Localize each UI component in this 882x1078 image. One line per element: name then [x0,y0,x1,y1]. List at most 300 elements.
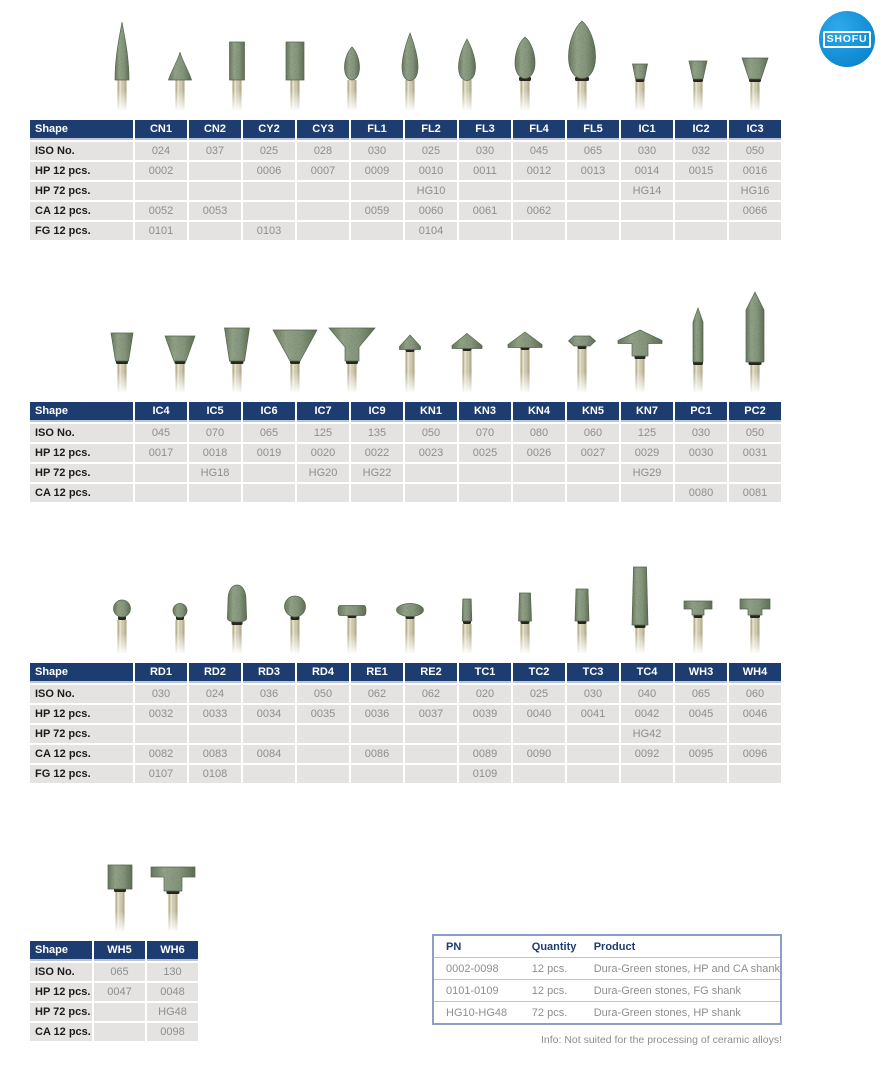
shape-col-RD1: RD1 [135,663,187,683]
shape-col-FL4: FL4 [513,120,565,140]
pn-cell [513,484,565,502]
stone-FL5 [555,0,609,116]
pn-cell [135,484,187,502]
shape-col-KN7: KN7 [621,402,673,422]
pn-cell: 0010 [405,162,457,180]
pn-value-cell: 0101-0109 [434,980,520,1002]
pn-cell [405,745,457,763]
pn-cell: 0025 [459,444,511,462]
pn-cell [405,464,457,482]
stone-RD4 [268,539,322,659]
row-label: CA 12 pcs. [30,484,133,502]
pn-cell: 0089 [459,745,511,763]
row-label: CA 12 pcs. [30,745,133,763]
shape-col-PC1: PC1 [675,402,727,422]
stone-IC9 [325,278,379,398]
pn-cell [567,484,619,502]
pn-cell: 0086 [351,745,403,763]
stone-IC5 [153,278,207,398]
pn-cell: HG29 [621,464,673,482]
pn-cell: 0009 [351,162,403,180]
pn-cell: 0061 [459,202,511,220]
table-row [30,162,781,180]
pn-cell: 025 [243,142,295,160]
pn-cell [621,765,673,783]
pn-row [434,980,780,1002]
table-row [30,1023,198,1041]
pn-cell: 0033 [189,705,241,723]
stone-WH3 [671,539,725,659]
pn-cell: 020 [459,685,511,703]
stone-KN7 [613,278,667,398]
pn-cell: 024 [189,685,241,703]
pn-cell: 0011 [459,162,511,180]
pn-cell [189,725,241,743]
pn-cell: 0034 [243,705,295,723]
shape-col-FL1: FL1 [351,120,403,140]
pn-cell: 0066 [729,202,781,220]
pn-cell [729,464,781,482]
shape-col-FL3: FL3 [459,120,511,140]
table-row [30,765,781,783]
pn-cell [729,222,781,240]
pn-cell: 0095 [675,745,727,763]
pn-value-cell: Dura-Green stones, HP shank [582,1002,780,1024]
pn-cell: 0030 [675,444,727,462]
pn-cell: 070 [189,424,241,442]
pn-cell: HG18 [189,464,241,482]
pn-cell: 050 [297,685,349,703]
stone-RD3 [210,539,264,659]
row-label: HP 12 pcs. [30,705,133,723]
pn-cell [189,484,241,502]
shape-col-CN2: CN2 [189,120,241,140]
shape-col-RD4: RD4 [297,663,349,683]
pn-cell [621,202,673,220]
pn-cell [459,725,511,743]
pn-cell: 025 [513,685,565,703]
stone-IC7 [268,278,322,398]
pn-cell: 0020 [297,444,349,462]
row-label: HP 72 pcs. [30,464,133,482]
pn-cell: 0037 [405,705,457,723]
shape-col-WH4: WH4 [729,663,781,683]
stone-KN5 [555,278,609,398]
row-label: HP 12 pcs. [30,983,92,1001]
stone-TC2 [498,539,552,659]
row-label: CA 12 pcs. [30,1023,92,1041]
pn-cell [513,222,565,240]
shape-col-RE1: RE1 [351,663,403,683]
product-table-4 [28,939,200,1043]
pn-cell: 032 [675,142,727,160]
pn-cell: 135 [351,424,403,442]
pn-cell [243,202,295,220]
pn-cell: 030 [351,142,403,160]
pn-cell: 0036 [351,705,403,723]
pn-cell: 0039 [459,705,511,723]
pn-cell [243,765,295,783]
pn-cell: 030 [621,142,673,160]
pn-cell: 062 [351,685,403,703]
pn-cell: HG16 [729,182,781,200]
shape-col-IC9: IC9 [351,402,403,422]
row-label: FG 12 pcs. [30,765,133,783]
row-label: ISO No. [30,142,133,160]
row-label: ISO No. [30,424,133,442]
table-row [30,1003,198,1021]
pn-cell: 040 [621,685,673,703]
stone-IC4 [95,278,149,398]
pn-cell: 080 [513,424,565,442]
stone-IC6 [210,278,264,398]
pn-header-cell: Product [593,940,636,953]
pn-cell [405,484,457,502]
pn-cell [351,182,403,200]
table-row [30,222,781,240]
shape-col-TC1: TC1 [459,663,511,683]
pn-value-cell: HG10-HG48 [434,1002,520,1024]
pn-cell: 0060 [405,202,457,220]
shape-col-WH6: WH6 [147,941,198,961]
shape-col-IC1: IC1 [621,120,673,140]
pn-cell: 037 [189,142,241,160]
shape-col-RD3: RD3 [243,663,295,683]
pn-cell: 0062 [513,202,565,220]
pn-header-cell: Quantity [531,940,577,953]
table-row [30,705,781,723]
pn-cell: 0026 [513,444,565,462]
row-label: HP 12 pcs. [30,162,133,180]
pn-cell: 062 [405,685,457,703]
stone-TC1 [440,539,494,659]
pn-cell [405,725,457,743]
pn-cell [189,222,241,240]
pn-cell [675,222,727,240]
pn-cell: 0090 [513,745,565,763]
pn-cell: 045 [513,142,565,160]
pn-cell: HG48 [147,1003,198,1021]
pn-cell: HG22 [351,464,403,482]
stone-TC4 [613,539,667,659]
pn-cell [94,1003,145,1021]
pn-cell: 070 [459,424,511,442]
pn-cell: 0103 [243,222,295,240]
pn-header-row [434,936,780,958]
pn-cell [243,484,295,502]
table-row [30,182,781,200]
pn-cell [297,182,349,200]
shape-col-TC2: TC2 [513,663,565,683]
stone-IC3 [728,0,782,116]
pn-cell: 0042 [621,705,673,723]
pn-cell [675,464,727,482]
stone-CN2 [153,0,207,116]
shape-header: Shape [30,402,133,422]
pn-cell: 030 [675,424,727,442]
stone-RD1 [95,539,149,659]
stone-CY3 [268,0,322,116]
stone-FL4 [498,0,552,116]
stone-TC3 [555,539,609,659]
shape-col-KN3: KN3 [459,402,511,422]
pn-cell: 0040 [513,705,565,723]
stone-WH5 [93,817,147,937]
pn-cell [729,725,781,743]
pn-cell: 0006 [243,162,295,180]
shape-header: Shape [30,120,133,140]
shape-col-TC3: TC3 [567,663,619,683]
pn-cell: 0016 [729,162,781,180]
pn-cell: 0007 [297,162,349,180]
pn-cell [243,464,295,482]
pn-cell: 045 [135,424,187,442]
pn-cell [675,725,727,743]
row-label: ISO No. [30,685,133,703]
pn-cell: 0018 [189,444,241,462]
shape-col-IC3: IC3 [729,120,781,140]
shofu-logo-text: SHOFU [823,31,872,48]
pn-cell [189,182,241,200]
pn-cell: HG20 [297,464,349,482]
pn-cell: 0083 [189,745,241,763]
shape-header: Shape [30,663,133,683]
pn-cell: 0029 [621,444,673,462]
pn-cell: 0108 [189,765,241,783]
product-table-2 [28,400,783,504]
pn-cell [567,745,619,763]
pn-cell: 125 [297,424,349,442]
pn-value-cell: Dura-Green stones, FG shank [582,980,780,1002]
pn-cell [135,182,187,200]
stone-RE1 [325,539,379,659]
pn-cell: 0031 [729,444,781,462]
pn-cell: 050 [405,424,457,442]
pn-cell: 030 [135,685,187,703]
table-row [30,685,781,703]
pn-cell [675,765,727,783]
row-label: CA 12 pcs. [30,202,133,220]
pn-cell [675,182,727,200]
stone-FL2 [383,0,437,116]
pn-cell [459,182,511,200]
stone-IC2 [671,0,725,116]
shape-col-IC6: IC6 [243,402,295,422]
pn-cell: 0082 [135,745,187,763]
shape-header: Shape [30,941,92,961]
row-label: ISO No. [30,963,92,981]
pn-cell [351,484,403,502]
pn-cell: 0015 [675,162,727,180]
pn-cell: 060 [567,424,619,442]
row-label: HP 72 pcs. [30,725,133,743]
pn-cell: 0017 [135,444,187,462]
shape-col-CN1: CN1 [135,120,187,140]
pn-cell [513,725,565,743]
pn-cell: 024 [135,142,187,160]
pn-cell [567,222,619,240]
stone-KN1 [383,278,437,398]
pn-cell [189,162,241,180]
table-row [30,725,781,743]
product-table-1 [28,118,783,242]
table-row [30,444,781,462]
stone-IC1 [613,0,667,116]
stone-CN1 [95,0,149,116]
shape-col-KN4: KN4 [513,402,565,422]
shape-col-PC2: PC2 [729,402,781,422]
pn-cell [513,765,565,783]
pn-cell: 0048 [147,983,198,1001]
pn-cell: 050 [729,424,781,442]
info-note: Info: Not suited for the processing of ceramic alloys! [540,1034,782,1046]
pn-cell [243,182,295,200]
pn-value-cell: 72 pcs. [520,1002,582,1024]
pn-row [434,1002,780,1024]
pn-cell [351,765,403,783]
stone-WH6 [146,817,200,937]
stone-RE2 [383,539,437,659]
pn-cell: 0027 [567,444,619,462]
pn-cell: 0047 [94,983,145,1001]
shape-col-RE2: RE2 [405,663,457,683]
shape-col-IC5: IC5 [189,402,241,422]
table-row [30,142,781,160]
shape-col-IC2: IC2 [675,120,727,140]
pn-row [434,958,780,980]
pn-cell: 036 [243,685,295,703]
table-row [30,464,781,482]
pn-cell [297,765,349,783]
pn-cell [243,725,295,743]
pn-cell [567,182,619,200]
pn-cell [567,202,619,220]
pn-cell: 0109 [459,765,511,783]
pn-value-cell: 0002-0098 [434,958,520,980]
pn-cell: 0045 [675,705,727,723]
pn-cell [513,464,565,482]
stone-WH4 [728,539,782,659]
shape-col-IC7: IC7 [297,402,349,422]
pn-cell: 0092 [621,745,673,763]
stone-FL3 [440,0,494,116]
pn-cell [459,464,511,482]
pn-cell: 0046 [729,705,781,723]
shape-col-IC4: IC4 [135,402,187,422]
pn-cell: HG42 [621,725,673,743]
pn-cell: 0084 [243,745,295,763]
pn-cell [459,222,511,240]
pn-cell: 065 [675,685,727,703]
shape-col-TC4: TC4 [621,663,673,683]
row-label: HP 72 pcs. [30,182,133,200]
pn-cell [135,464,187,482]
pn-cell [297,222,349,240]
pn-cell: 0012 [513,162,565,180]
shape-col-WH3: WH3 [675,663,727,683]
pn-value-cell: 12 pcs. [520,980,582,1002]
pn-cell: 0052 [135,202,187,220]
pn-cell: 0081 [729,484,781,502]
pn-cell: 0053 [189,202,241,220]
pn-cell: 028 [297,142,349,160]
pn-cell: 0013 [567,162,619,180]
pn-cell: 0022 [351,444,403,462]
pn-cell: 065 [243,424,295,442]
pn-cell [513,182,565,200]
pn-cell [297,202,349,220]
pn-cell: 0002 [135,162,187,180]
pn-cell [567,464,619,482]
pn-cell: 065 [567,142,619,160]
pn-cell: 0023 [405,444,457,462]
table-row [30,484,781,502]
pn-cell: 0098 [147,1023,198,1041]
pn-cell: 0014 [621,162,673,180]
stone-FL1 [325,0,379,116]
shape-col-RD2: RD2 [189,663,241,683]
pn-cell [351,725,403,743]
pn-cell [135,725,187,743]
pn-cell [297,484,349,502]
pn-cell [459,484,511,502]
shape-col-FL2: FL2 [405,120,457,140]
pn-cell [567,725,619,743]
product-table-3 [28,661,783,785]
pn-cell: 065 [94,963,145,981]
stone-CY2 [210,0,264,116]
pn-cell: 0104 [405,222,457,240]
pn-cell [351,222,403,240]
pn-summary-table [432,934,782,1025]
stone-KN4 [498,278,552,398]
pn-cell: 0096 [729,745,781,763]
pn-cell: 0107 [135,765,187,783]
pn-cell: 0019 [243,444,295,462]
pn-cell [567,765,619,783]
stone-RD2 [153,539,207,659]
pn-cell: 0032 [135,705,187,723]
table-row [30,424,781,442]
pn-cell [621,222,673,240]
pn-cell: 0059 [351,202,403,220]
stone-PC1 [671,278,725,398]
shape-col-FL5: FL5 [567,120,619,140]
pn-cell: HG14 [621,182,673,200]
table-row [30,963,198,981]
shape-col-CY3: CY3 [297,120,349,140]
pn-cell: 025 [405,142,457,160]
pn-cell: 030 [567,685,619,703]
shape-col-WH5: WH5 [94,941,145,961]
pn-cell: 060 [729,685,781,703]
pn-value-cell: Dura-Green stones, HP and CA shank [582,958,780,980]
table-row [30,202,781,220]
shape-col-KN1: KN1 [405,402,457,422]
pn-cell [675,202,727,220]
row-label: HP 72 pcs. [30,1003,92,1021]
row-label: HP 12 pcs. [30,444,133,462]
stone-KN3 [440,278,494,398]
table-row [30,745,781,763]
pn-cell: 125 [621,424,673,442]
pn-cell [297,745,349,763]
pn-cell: 030 [459,142,511,160]
pn-cell: 130 [147,963,198,981]
pn-cell [621,484,673,502]
shape-col-KN5: KN5 [567,402,619,422]
pn-cell: HG10 [405,182,457,200]
